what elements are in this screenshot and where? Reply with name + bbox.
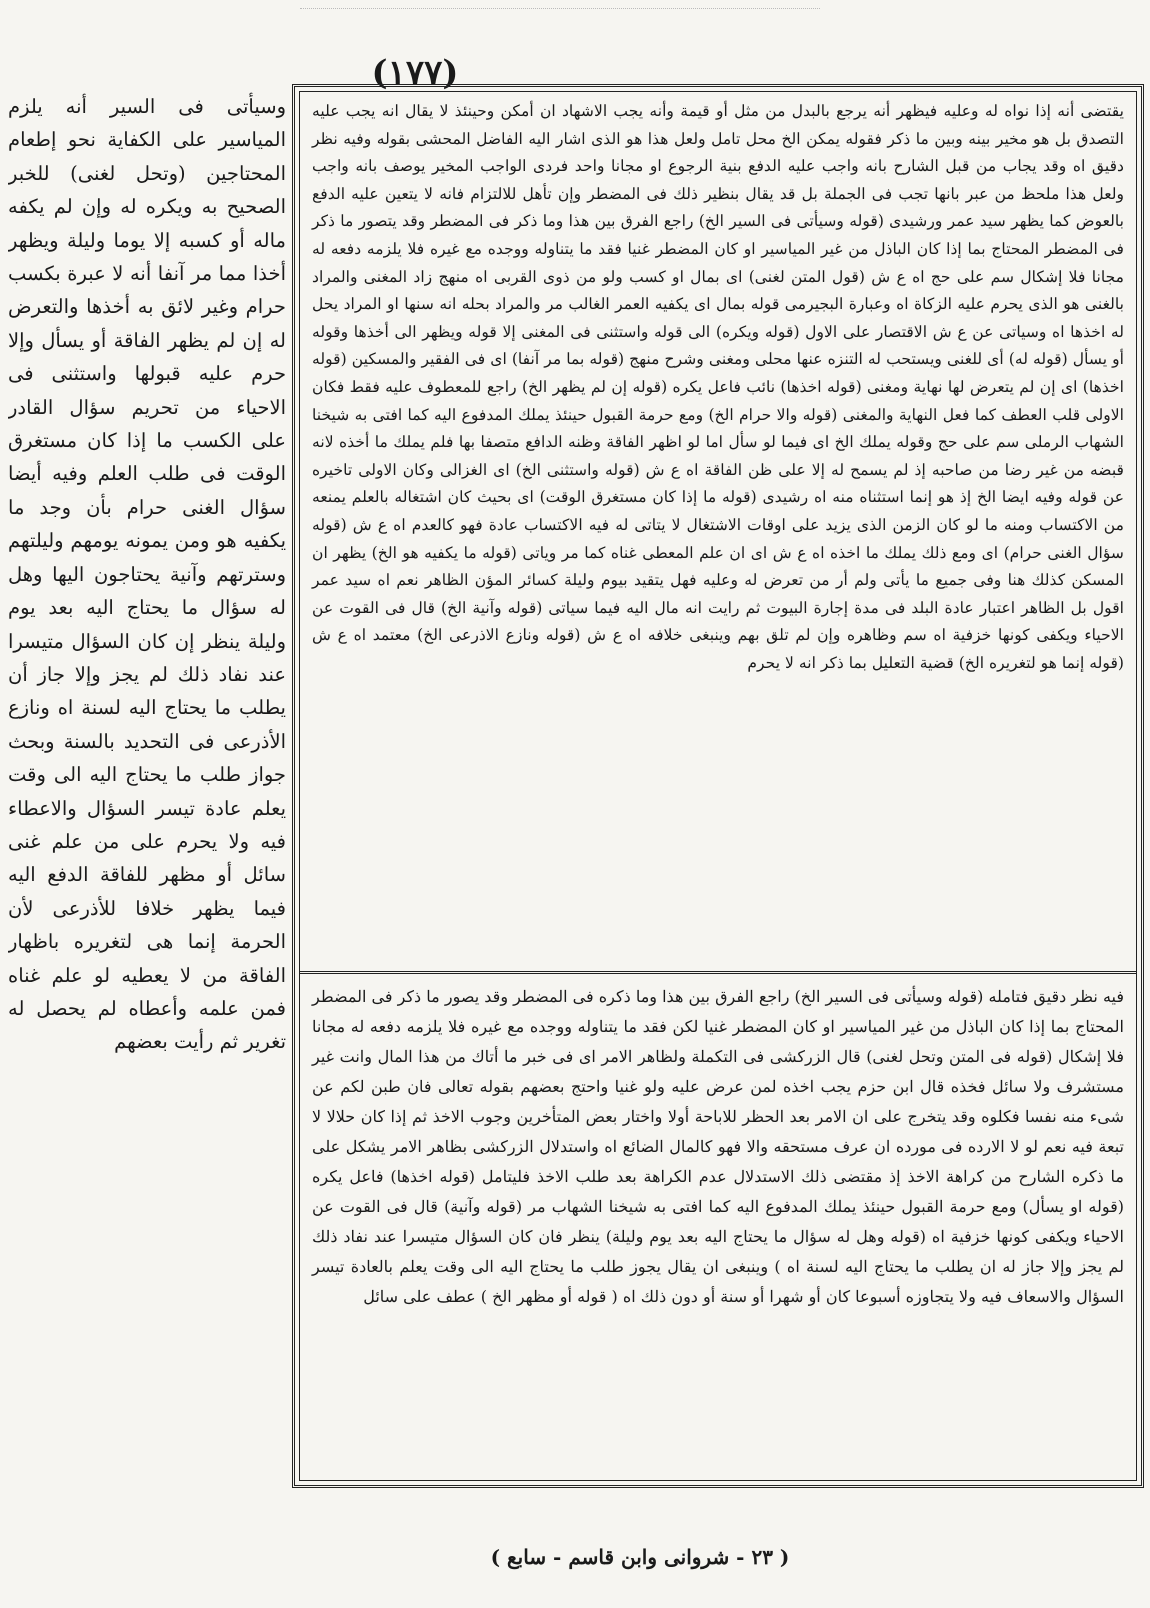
- section-divider: [300, 971, 1136, 974]
- margin-commentary: وسيأتى فى السير أنه يلزم المياسير على الكفاية نحو إطعام المحتاجين (وتحل لغنى) للخبر الصحيح به ويكره له وإن لم يكفه ماله أو كسبه إلا يوما وليلة ويظهر أخذا مما مر آنفا أنه لا عبرة بكسب حرام وغير لائق به أخذها والتعرض له إن لم يظهر الفاقة أو يسأل وإلا حرم عليه قبولها واستثنى فى الاحياء من تحريم سؤال القادر على الكسب ما إذا كان مستغرق الوقت فى طلب العلم وفيه أيضا سؤال الغنى حرام بأن وجد ما يكفيه هو ومن يمونه يومهم وليلتهم وسترتهم وآنية يحتاجون اليها وهل له سؤال ما يحتاج اليه بعد يوم وليلة ينظر إن كان السؤال متيسرا عند نفاد ذلك لم يجز وإلا جاز أن يطلب ما يحتاج اليه لسنة اه ونازع الأذرعى فى التحديد بالسنة وبحث جواز طلب ما يحتاج اليه الى وقت يعلم عادة تيسر السؤال والاعطاء فيه ولا يحرم على من علم غنى سائل أو مظهر للفاقة الدفع اليه فيما يظهر خلافا للأذرعى لأن الحرمة إنما هى لتغريره باظهار الفاقة من لا يعطيه لو علم غناه فمن علمه وأعطاه لم يحصل له تغرير ثم رأيت بعضهم: [8, 95, 286, 1054]
- main-text-frame: [292, 84, 1144, 1488]
- upper-commentary: يقتضى أنه إذا نواه له وعليه فيظهر أنه يرجع بالبدل من مثل أو قيمة وأنه يجب الاشهاد ان أمكن وحينئذ لا يقال انه يجب عليه التصدق بل هو مخير بينه وبين ما ذكر فقوله يمكن الخ محل تامل ولعل هذا هو الذى اشار اليه الفاضل المحشى بقوله وفيه نظر دقيق اه وقد يجاب من قبل الشارح بانه واجب عليه الدفع بنية الرجوع او مجانا واحد فردى الواجب المخير يوصف بانه واجب ولعل هذا ملحظ من عبر بانها تجب فى الجملة بل قد يقال بنظير ذلك فى المضطر وإن تأهل للالتزام فانه لا يتعين عليه الدفع بالعوض كما يظهر سيد عمر ورشيدى (قوله وسيأتى فى السير الخ) راجع الفرق بين هذا وما ذكر فى المضطر وقد يتصور ما ذكر فى المضطر المحتاج بما إذا كان الباذل من غير المياسير او كان المضطر غنيا فقد ما يتناوله ووجده مع غيره فلا يلزمه دفعه له مجانا فلا إشكال سم على حج اه ع ش (قول المتن لغنى) اى بمال او كسب ولو من ذوى القربى اه منهج زاد المغنى والمراد بالغنى هو الذى يحرم عليه الزكاة اه وعبارة البجيرمى قوله بمال اى يكفيه العمر الغالب مر والمراد بحله انه سنها او المراد يحل له اخذها اه وسياتى عن ع ش الاقتصار على الاول (قوله ويكره) الى قوله واستثنى فى المغنى إلا قوله ويظهر الى أخذها وقوله أو يسأل (قوله له) أى للغنى ويستحب له التنزه عنها محلى ومغنى وشرح منهج (قوله بما مر آنفا) اى فى الفقير والمسكين (قوله اخذها) اى إن لم يتعرض لها نهاية ومغنى (قوله اخذها) نائب فاعل يكره (قوله إن لم يظهر الخ) راجع للمعطوف عليه فقط فكان الاولى قلب العطف كما فعل النهاية والمغنى (قوله والا حرام الخ) ومع حرمة القبول حينئذ يملك المدفوع اليه كما افتى به شيخنا الشهاب الرملى سم على حج وقوله يملك الخ اى فيما لو سأل اما لو اظهر الفاقة وظنه الدافع متصفا بها فلم يملك ما أخذه لانه قبضه من غير رضا من صاحبه إذ لم يسمح له إلا على ظن الفاقة اه ع ش (قوله واستثنى الخ) اى الغزالى وكان الاولى تاخيره عن قوله وفيه ايضا الخ إذ هو إنما استثناه منه اه رشيدى (قوله ما إذا كان مستغرق الوقت) اى بحيث كان اشتغاله بالعلم يمنعه من الاكتساب ومنه ما لو كان الزمن الذى يزيد على اوقات الاشتغال لا يتاتى له فيه الاكتساب عادة فهو كالعدم اه ع ش (قوله سؤال الغنى حرام) اى ومع ذلك يملك ما اخذه اه ع ش اى ان علم المعطى غناه كما مر وياتى (قوله ما يكفيه هو الخ) يظهر ان المسكن كذلك هنا وفى جميع ما يأتى ولم أر من تعرض له وعليه فهل يتقيد بيوم وليلة كسائر المؤن الظاهر نعم اه سيد عمر اقول بل الظاهر اعتبار عادة البلد فى مدة إجارة البيوت ثم رايت انه مال اليه فيما سياتى (قوله وآنية الخ) قال فى القوت عن الاحياء ويكفى كونها خزفية اه سم وظاهره وإن لم تلق بهم وينبغى خلافه اه ع ش (قوله ونازع الاذرعى الخ) معتمد اه ع ش (قوله إنما هو لتغريره الخ) قضية التعليل بما ذكر انه لا يحرم: [312, 102, 1125, 672]
- signature-footer: ( ٢٣ - شروانى وابن قاسم - سابع ): [490, 1545, 790, 1569]
- main-text-inner: [299, 91, 1137, 1481]
- page-number: (١٧٧): [371, 53, 459, 93]
- top-dotted-rule: [300, 8, 820, 9]
- lower-commentary: فيه نظر دقيق فتامله (قوله وسيأتى فى السير الخ) راجع الفرق بين هذا وما ذكره فى المضطر وقد يصور ما ذكر فى المضطر المحتاج بما إذا كان الباذل من غير المياسير او كان المضطر غنيا لكن فقد ما يتناوله ووجده مع غيره فلا يلزمه دفعه له مجانا فلا إشكال (قوله فى المتن وتحل لغنى) قال الزركشى فى التكملة ولظاهر الامر اى فى خبر ما أتاك من هذا المال وانت غير مستشرف ولا سائل فخذه قال ابن حزم يجب اخذه لمن عرض عليه ولو غنيا واحتج بعضهم بقوله تعالى فان طبن لكم عن شىء منه نفسا فكلوه وقد يتخرج على ان الامر بعد الحظر للاباحة أولا واختار بعض المتأخرين وجوب الاخذ ثم إذا كان حلالا لا تبعة فيه نعم لو لا الارده فى مورده ان عرف مستحقه والا فهو كالمال الضائع اه واستدلال الزركشى بظاهر الامر يشكل على ما ذكره الشارح من كراهة الاخذ إذ مقتضى ذلك الاستدلال عدم الكراهة بعد طلب الاخذ فليتامل (قوله اخذها) فاعل يكره (قوله او يسأل) ومع حرمة القبول حينئذ يملك المدفوع اليه كما افتى به شيخنا الشهاب مر (قوله وآنية) قال فى القوت عن الاحياء ويكفى كونها خزفية اه (قوله وهل له سؤال ما يحتاج اليه بعد يوم وليلة) ينظر فان كان السؤال متيسرا عند نفاد ذلك لم يجز وإلا جاز له ان يطلب ما يحتاج اليه لسنة اه ) وينبغى ان يقال يجوز طلب ما يحتاج اليه الى وقت يعلم بالعادة تيسر السؤال والاسعاف فيه ولا يتجاوزه أسبوعا كان أو شهرا أو سنة أو دون ذلك اه ( قوله أو مظهر الخ ) عطف على سائل: [312, 987, 1125, 1306]
